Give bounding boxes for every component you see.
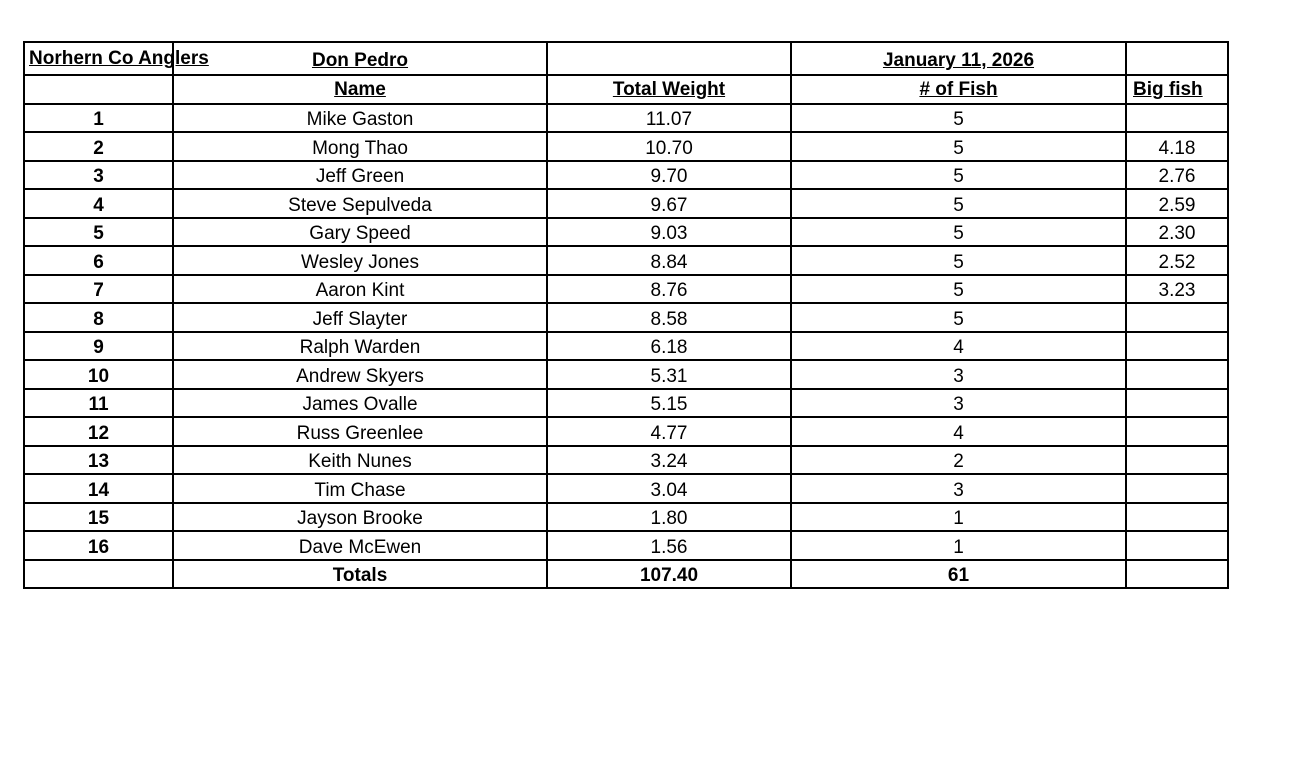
table-row [24, 474, 1228, 503]
angler-name-cell: Tim Chase [173, 474, 547, 503]
fish-count-cell: 4 [791, 332, 1126, 361]
place-cell: 6 [24, 246, 173, 275]
place-cell: 7 [24, 275, 173, 304]
weight-cell: 9.67 [547, 189, 791, 218]
place-cell: 10 [24, 360, 173, 389]
table-row [24, 446, 1228, 475]
weight-cell: 1.80 [547, 503, 791, 532]
angler-name-cell: Mong Thao [173, 132, 547, 161]
big-fish-cell [1126, 360, 1228, 389]
num-fish-header: # of Fish [791, 75, 1126, 104]
big-fish-cell [1126, 503, 1228, 532]
big-fish-header: Big fish [1126, 75, 1228, 104]
totals-place-cell [24, 560, 173, 589]
fish-count-cell: 5 [791, 161, 1126, 190]
big-fish-cell: 2.59 [1126, 189, 1228, 218]
big-fish-cell [1126, 446, 1228, 475]
fish-count-cell: 5 [791, 104, 1126, 133]
weight-cell: 11.07 [547, 104, 791, 133]
place-cell: 11 [24, 389, 173, 418]
table-row [24, 246, 1228, 275]
fish-count-cell: 3 [791, 389, 1126, 418]
big-fish-cell: 2.30 [1126, 218, 1228, 247]
table-row [24, 360, 1228, 389]
weight-cell: 6.18 [547, 332, 791, 361]
big-fish-cell [1126, 332, 1228, 361]
table-row [24, 132, 1228, 161]
big-fish-cell [1126, 417, 1228, 446]
big-fish-cell: 4.18 [1126, 132, 1228, 161]
table-row [24, 161, 1228, 190]
weight-cell: 4.77 [547, 417, 791, 446]
angler-name-cell: James Ovalle [173, 389, 547, 418]
weight-cell: 10.70 [547, 132, 791, 161]
totals-weight: 107.40 [547, 560, 791, 589]
big-fish-cell: 2.76 [1126, 161, 1228, 190]
table-row [24, 531, 1228, 560]
angler-name-cell: Jayson Brooke [173, 503, 547, 532]
place-cell: 12 [24, 417, 173, 446]
big-fish-cell [1126, 531, 1228, 560]
big-fish-cell: 2.52 [1126, 246, 1228, 275]
big-fish-cell: 3.23 [1126, 275, 1228, 304]
club-name: Norhern Co Anglers [24, 42, 173, 75]
empty-header-cell [547, 42, 791, 75]
fish-count-cell: 5 [791, 132, 1126, 161]
results-table [23, 41, 1229, 589]
weight-cell: 9.03 [547, 218, 791, 247]
weight-cell: 5.31 [547, 360, 791, 389]
totals-label: Totals [173, 560, 547, 589]
weight-cell: 8.76 [547, 275, 791, 304]
weight-cell: 9.70 [547, 161, 791, 190]
fish-count-cell: 5 [791, 246, 1126, 275]
fish-count-cell: 5 [791, 218, 1126, 247]
title-row [24, 42, 1228, 75]
big-fish-cell [1126, 303, 1228, 332]
table-row [24, 417, 1228, 446]
table-row [24, 275, 1228, 304]
angler-name-cell: Andrew Skyers [173, 360, 547, 389]
angler-name-cell: Wesley Jones [173, 246, 547, 275]
weight-cell: 3.24 [547, 446, 791, 475]
table-row [24, 332, 1228, 361]
place-cell: 9 [24, 332, 173, 361]
table-row [24, 189, 1228, 218]
angler-name-cell: Dave McEwen [173, 531, 547, 560]
big-fish-cell [1126, 474, 1228, 503]
weight-cell: 8.58 [547, 303, 791, 332]
place-cell: 2 [24, 132, 173, 161]
totals-big-fish-cell [1126, 560, 1228, 589]
angler-name-cell: Jeff Slayter [173, 303, 547, 332]
table-row [24, 104, 1228, 133]
fish-count-cell: 5 [791, 189, 1126, 218]
place-cell: 8 [24, 303, 173, 332]
angler-name-cell: Steve Sepulveda [173, 189, 547, 218]
big-fish-cell [1126, 104, 1228, 133]
weight-cell: 1.56 [547, 531, 791, 560]
fish-count-cell: 1 [791, 531, 1126, 560]
angler-name-cell: Ralph Warden [173, 332, 547, 361]
big-fish-cell [1126, 389, 1228, 418]
totals-fish: 61 [791, 560, 1126, 589]
fish-count-cell: 3 [791, 474, 1126, 503]
fish-count-cell: 5 [791, 303, 1126, 332]
tournament-date: January 11, 2026 [791, 42, 1126, 75]
angler-name-cell: Keith Nunes [173, 446, 547, 475]
fish-count-cell: 1 [791, 503, 1126, 532]
place-cell: 15 [24, 503, 173, 532]
weight-cell: 8.84 [547, 246, 791, 275]
weight-cell: 3.04 [547, 474, 791, 503]
place-cell: 14 [24, 474, 173, 503]
table-row [24, 389, 1228, 418]
place-header [24, 75, 173, 104]
place-cell: 4 [24, 189, 173, 218]
angler-name-cell: Mike Gaston [173, 104, 547, 133]
column-header-row [24, 75, 1228, 104]
totals-row [24, 560, 1228, 589]
place-cell: 1 [24, 104, 173, 133]
place-cell: 16 [24, 531, 173, 560]
angler-name-cell: Aaron Kint [173, 275, 547, 304]
fish-count-cell: 4 [791, 417, 1126, 446]
angler-name-cell: Jeff Green [173, 161, 547, 190]
place-cell: 13 [24, 446, 173, 475]
weight-cell: 5.15 [547, 389, 791, 418]
fish-count-cell: 3 [791, 360, 1126, 389]
angler-name-cell: Gary Speed [173, 218, 547, 247]
total-weight-header: Total Weight [547, 75, 791, 104]
table-row [24, 218, 1228, 247]
name-header: Name [173, 75, 547, 104]
lake-name: Don Pedro [173, 42, 547, 75]
empty-header-cell [1126, 42, 1228, 75]
place-cell: 5 [24, 218, 173, 247]
place-cell: 3 [24, 161, 173, 190]
table-row [24, 303, 1228, 332]
table-row [24, 503, 1228, 532]
fish-count-cell: 5 [791, 275, 1126, 304]
fish-count-cell: 2 [791, 446, 1126, 475]
angler-name-cell: Russ Greenlee [173, 417, 547, 446]
